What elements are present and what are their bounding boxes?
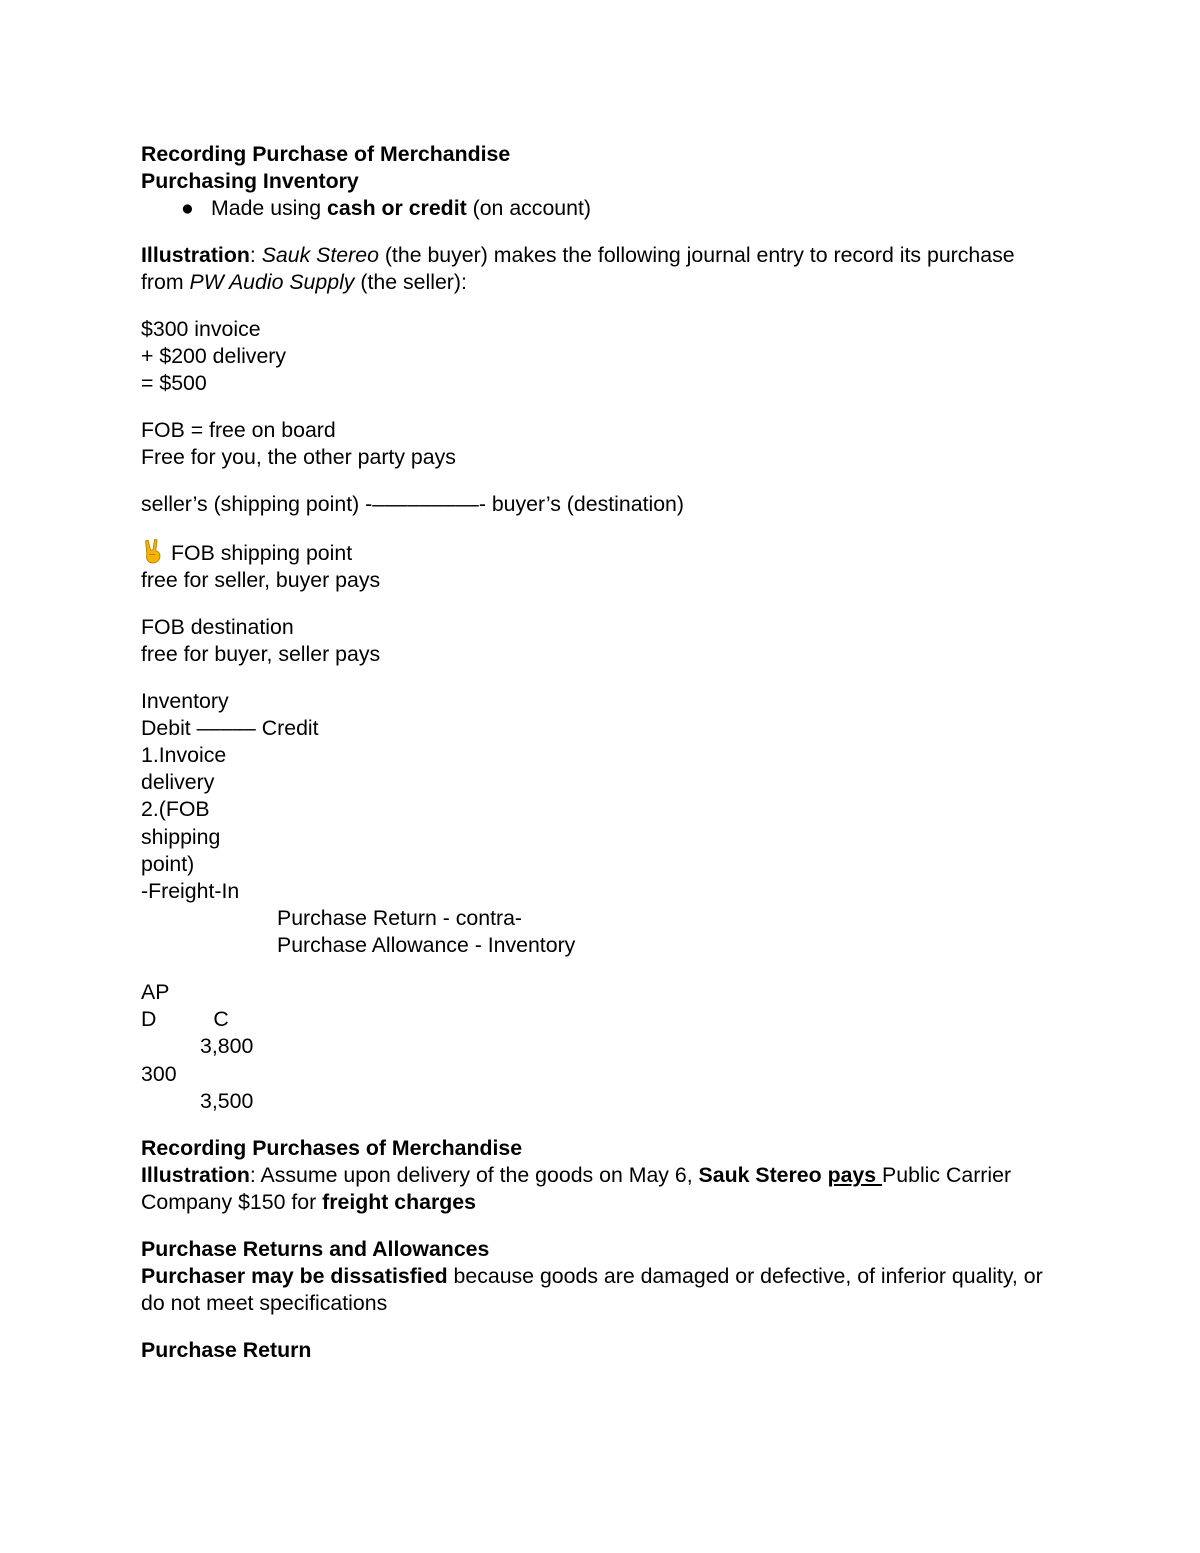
shipping-route: seller’s (shipping point) -–––––––––- buyer’s (destination) xyxy=(141,492,684,517)
illustration-label: Illustration xyxy=(141,243,250,268)
spacer xyxy=(141,1317,1061,1337)
calc-invoice: $300 invoice xyxy=(141,317,261,342)
illustration-text-1: (the buyer) makes the following journal entry to record its purchase from xyxy=(141,243,1015,295)
inventory-credit-line: Purchase Return - contra- xyxy=(277,906,523,931)
ap-credit-amount-2: 3,500 xyxy=(200,1088,254,1113)
spacer xyxy=(141,472,1061,492)
inventory-credit-line: Purchase Allowance - Inventory xyxy=(277,933,576,958)
illustration-2-freight: freight charges xyxy=(322,1190,476,1214)
inventory-line: 2.(FOB xyxy=(141,797,210,822)
heading-purchase-return: Purchase Return xyxy=(141,1337,312,1362)
fob-definition: FOB = free on board xyxy=(141,418,336,443)
inventory-header: Debit ––––– Credit xyxy=(141,715,319,740)
illustration-paragraph xyxy=(141,242,1061,296)
spacer xyxy=(141,1115,1061,1135)
heading-purchasing-inventory: Purchasing Inventory xyxy=(141,169,359,194)
spacer xyxy=(141,297,1061,317)
spacer xyxy=(141,960,1061,980)
spacer xyxy=(141,518,1061,538)
bullet-dot-icon: ● xyxy=(181,196,194,221)
heading-recording-purchases: Recording Purchases of Merchandise xyxy=(141,1135,523,1160)
illustration-2-paragraph xyxy=(141,1162,1061,1216)
inventory-line: -Freight-In xyxy=(141,878,240,903)
illustration-2-text-2: Public Carrier Company $150 for xyxy=(141,1162,1012,1214)
fob-shipping-desc: free for seller, buyer pays xyxy=(141,567,381,592)
inventory-line: 1.Invoice xyxy=(141,742,227,767)
buyer-name: Sauk Stereo xyxy=(261,243,379,268)
illustration-2-label: Illustration xyxy=(141,1162,250,1187)
ap-debit-amount: 300 xyxy=(141,1061,177,1086)
inventory-title: Inventory xyxy=(141,688,229,713)
illustration-2-name: Sauk Stereo xyxy=(698,1162,822,1187)
fob-shipping-text: FOB shipping point xyxy=(171,540,353,565)
bullet-text-pre: Made using xyxy=(211,196,328,221)
inventory-line: delivery xyxy=(141,770,215,795)
illustration-colon: : xyxy=(249,243,262,268)
inventory-line: shipping xyxy=(141,824,221,849)
spacer xyxy=(141,594,1061,614)
fob-explanation: Free for you, the other party pays xyxy=(141,445,456,470)
illustration-2-pays: pays xyxy=(827,1162,883,1187)
victory-hand-icon xyxy=(141,538,165,564)
fob-destination-title: FOB destination xyxy=(141,614,294,639)
fob-shipping-title xyxy=(141,538,1061,567)
ap-credit-label: C xyxy=(213,1007,229,1032)
bullet-text-bold: cash or credit xyxy=(327,196,467,221)
illustration-text-2: (the seller): xyxy=(354,270,467,295)
spacer xyxy=(141,398,1061,418)
spacer xyxy=(141,223,1061,243)
bullet-item xyxy=(141,195,1061,222)
calc-total: = $500 xyxy=(141,371,207,396)
heading-returns-allowances: Purchase Returns and Allowances xyxy=(141,1236,490,1261)
illustration-2-text-1: : Assume upon delivery of the goods on May 6, xyxy=(249,1162,699,1187)
returns-text: because goods are damaged or defective, of inferior quality, or do not meet specifications xyxy=(141,1263,1043,1316)
bullet-text-post: (on account) xyxy=(466,196,592,221)
heading-recording-purchase: Recording Purchase of Merchandise xyxy=(141,142,511,166)
ap-header xyxy=(141,1006,1061,1033)
returns-paragraph xyxy=(141,1263,1061,1317)
ap-debit-label: D xyxy=(141,1007,157,1032)
ap-title: AP xyxy=(141,980,170,1005)
returns-bold: Purchaser may be dissatisfied xyxy=(141,1263,448,1288)
inventory-line: point) xyxy=(141,851,195,876)
calc-delivery: + $200 delivery xyxy=(141,344,287,369)
fob-destination-desc: free for buyer, seller pays xyxy=(141,641,381,666)
ap-credit-amount-1: 3,800 xyxy=(200,1034,254,1059)
seller-name: PW Audio Supply xyxy=(189,270,355,295)
spacer xyxy=(141,1216,1061,1236)
document-page xyxy=(141,141,1061,1364)
spacer xyxy=(141,668,1061,688)
